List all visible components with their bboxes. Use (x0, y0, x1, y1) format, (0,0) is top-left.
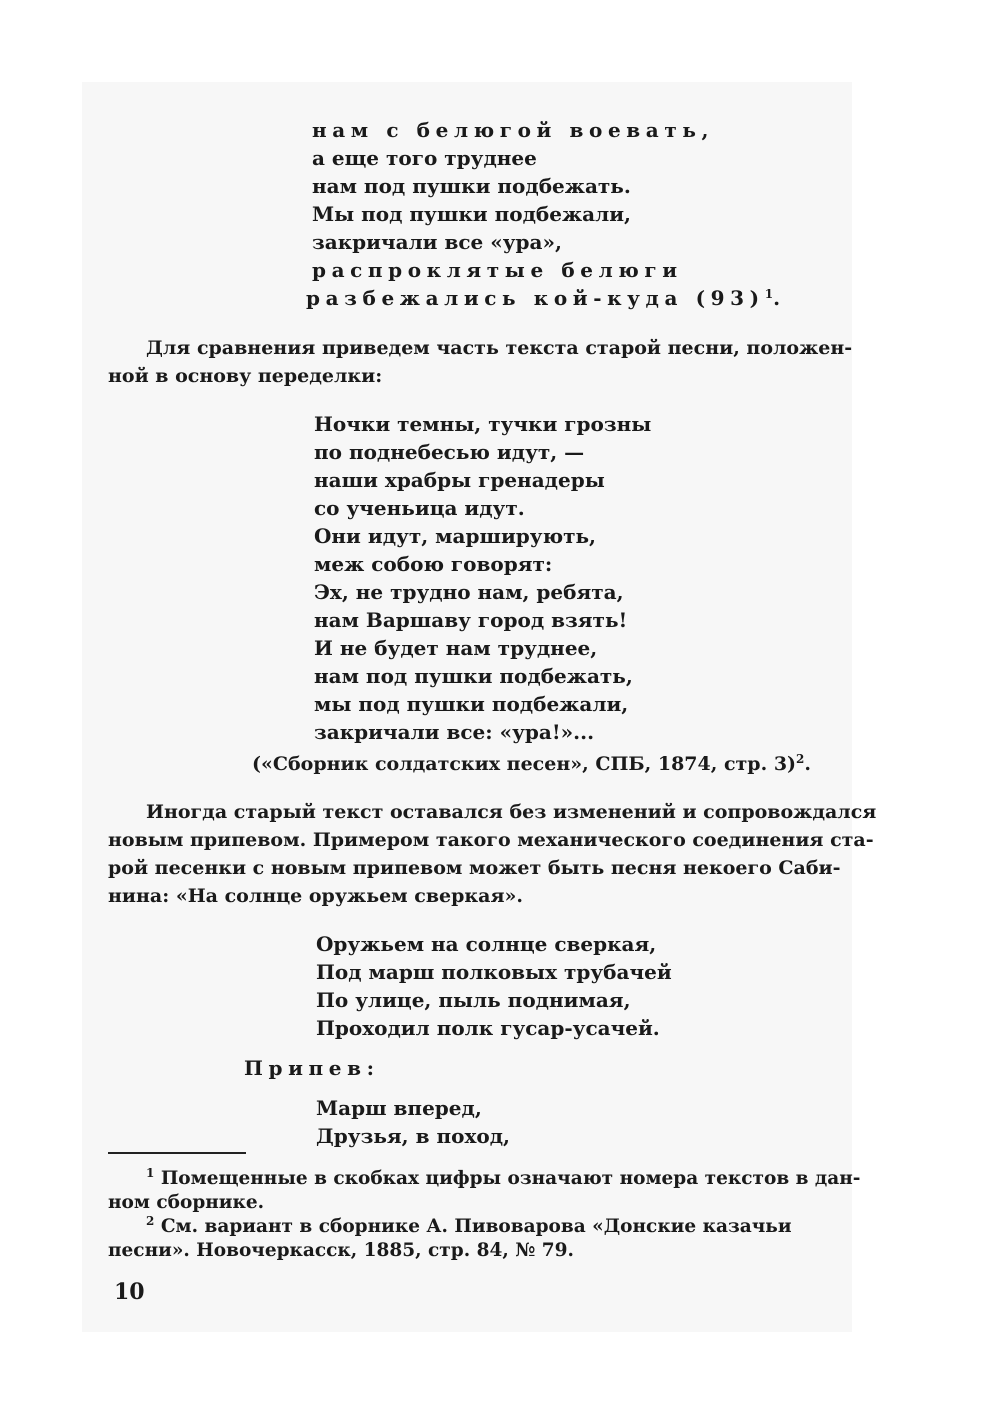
verse2-line-7: Эх, не трудно нам, ребята, (314, 580, 624, 604)
verse2-line-5: Они идут, марширують, (314, 524, 597, 548)
refrain-label: Припев: (244, 1056, 380, 1080)
footnote-1-text: Помещенные в скобках цифры означают номера текстов в дан- (160, 1168, 861, 1189)
para2-line-4: нина: «На солнце оружьем сверкая». (108, 885, 523, 907)
footnote-divider (108, 1152, 246, 1154)
verse4-line-1: Марш вперед, (316, 1096, 482, 1120)
verse2-line-3: наши храбры гренадеры (314, 468, 605, 492)
footnote-1-line-2: ном сборнике. (108, 1192, 265, 1213)
verse2-line-9: И не будет нам труднее, (314, 636, 598, 660)
verse2-line-2: по поднебесью идут, — (314, 440, 585, 464)
verse3-line-4: Проходил полк гусар-усачей. (316, 1016, 660, 1040)
footnote-ref-2: 2 (796, 752, 805, 766)
citation-text: («Сборник солдатских песен», СПБ, 1874, стр. 3) (252, 753, 797, 775)
footnote-2-text: См. вариант в сборнике А. Пивоварова «Донские казачьи (160, 1216, 792, 1237)
verse1-line-4: Мы под пушки подбежали, (312, 202, 632, 226)
footnote-2-mark: 2 (146, 1214, 155, 1228)
para2-line-3: рой песенки с новым припевом может быть песня некоего Саби- (108, 857, 841, 879)
verse1-line-2: а еще того труднее (312, 146, 537, 170)
para2-line-2: новым припевом. Примером такого механического соединения ста- (108, 829, 874, 851)
verse2-line-8: нам Варшаву город взять! (314, 608, 628, 632)
verse2-line-12: закричали все: «ура!»... (314, 720, 595, 744)
verse2-line-11: мы под пушки подбежали, (314, 692, 629, 716)
citation: («Сборник солдатских песен», СПБ, 1874, стр. 3)$^2$. (252, 752, 812, 775)
para2-line-1: Иногда старый текст оставался без изменений и сопровождался (146, 801, 877, 823)
verse1-line-7-text: разбежались кой-куда (93) (306, 286, 765, 310)
para1-line-2: ной в основу переделки: (108, 365, 383, 387)
footnote-1-line-1 (146, 1166, 860, 1192)
verse2-line-4: со ученьица идут. (314, 496, 525, 520)
verse1-line-6: распроклятые белюги (312, 258, 683, 282)
verse1-line-5: закричали все «ура», (312, 230, 562, 254)
verse3-line-2: Под марш полковых трубачей (316, 960, 672, 984)
verse1-line-3: нам под пушки подбежать. (312, 174, 631, 198)
footnote-1-mark: 1 (146, 1166, 155, 1180)
verse2-line-1: Ночки темны, тучки грозны (314, 412, 652, 436)
verse3-line-1: Оружьем на солнце сверкая, (316, 932, 657, 956)
verse1-line-7: разбежались кой-куда $(93)^1$. (306, 286, 781, 310)
para1-line-1: Для сравнения приведем часть текста старой песни, положен- (146, 337, 853, 359)
verse2-line-6: меж собою говорят: (314, 552, 553, 576)
verse4-line-2: Друзья, в поход, (316, 1124, 511, 1148)
footnote-2-line-1 (146, 1214, 792, 1240)
footnote-ref-1: 1 (764, 287, 774, 301)
footnote-2-line-2: песни». Новочеркасск, 1885, стр. 84, № 79. (108, 1240, 574, 1261)
verse3-line-3: По улице, пыль поднимая, (316, 988, 631, 1012)
verse2-line-10: нам под пушки подбежать, (314, 664, 633, 688)
page-number: 10 (114, 1279, 145, 1305)
verse1-line-1: нам с белюгой воевать, (312, 118, 715, 142)
